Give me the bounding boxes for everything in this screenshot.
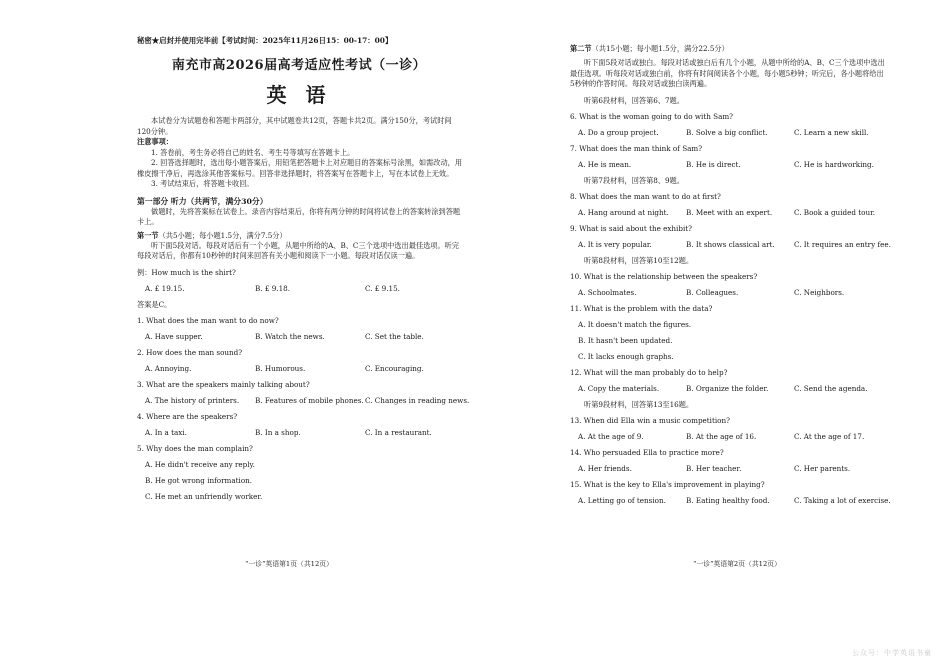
question-8: 8. What does the man want to do at first?	[570, 191, 721, 201]
option-c: C. Neighbors.	[794, 287, 845, 297]
section2-header	[570, 44, 950, 54]
watermark: 公众号：中学英语书童	[852, 649, 932, 657]
option-b: B. Solve a big conflict.	[686, 127, 768, 137]
section2-info: （共15小题；每小题1.5分，满分22.5分）	[591, 44, 729, 53]
question-4: 4. Where are the speakers?	[137, 411, 238, 421]
option-c: C. At the age of 17.	[794, 431, 865, 441]
exam-title: 南充市高2026届高考适应性考试（一诊）	[171, 58, 427, 73]
option-a: A. At the age of 9.	[578, 431, 644, 441]
question-2-options	[137, 364, 488, 374]
section1-intro: 听下面5段对话。每段对话后有一个小题，从题中所给的A、B、C三个选项中选出最佳选项。听完每段对话后，你都有10秒钟的时间来回答有关小题和阅读下一小题。每段对话仅读一遍。	[137, 240, 460, 260]
option-b: B. In a shop.	[255, 427, 301, 437]
option-b: B. Organize the folder.	[686, 383, 769, 393]
question-9: 9. What is said about the exhibit?	[570, 223, 692, 233]
question-3: 3. What are the speakers mainly talking about?	[137, 379, 310, 389]
option-c: C. Send the agenda.	[794, 383, 868, 393]
option-c: C. Book a guided tour.	[794, 207, 876, 217]
notes-title: 注意事项：	[137, 137, 173, 146]
option-a: A. Hang around at night.	[578, 207, 669, 217]
question-8-options	[570, 208, 950, 218]
question-5: 5. Why does the man complain?	[137, 443, 253, 453]
confidential-line: 秘密★启封并使用完毕前【考试时间：2025年11月26日15：00-17：00】	[137, 36, 393, 45]
option-a: A. Schoolmates.	[578, 287, 637, 297]
option-c: C. Set the table.	[365, 331, 424, 341]
option-a: A. £ 19.15.	[145, 283, 185, 293]
question-10-options	[570, 288, 950, 298]
question-1: 1. What does the man want to do now?	[137, 315, 279, 325]
option-c: C. Her parents.	[794, 463, 851, 473]
option-c: C. Encouraging.	[365, 363, 424, 373]
option-a: A. Letting go of tension.	[578, 495, 666, 505]
exam-intro: 本试卷分为试题卷和答题卡两部分，其中试题卷共12页，答题卡共2页。满分150分，考试时间120分钟。	[137, 116, 452, 136]
example-answer: 答案是C。	[137, 299, 172, 309]
option-b: B. Eating healthy food.	[686, 495, 770, 505]
section2-intro: 听下面5段对话或独白。每段对话或独白后有几个小题，从题中所给的A、B、C三个选项中选出最佳选项。听每段对话或独白前，你将有时间阅读各个小题，每小题5秒钟；听完后，各小题将给出5秒钟的作答时间。每段对话或独白读两遍。	[570, 58, 885, 88]
option-a: A. Copy the materials.	[578, 383, 660, 393]
material-8: 听第8段材料，回答第10至12题。	[584, 255, 694, 265]
option-a: A. Her friends.	[578, 463, 632, 473]
section1-info: （共5小题；每小题1.5分，满分7.5分）	[158, 230, 287, 240]
question-6-options	[570, 128, 950, 138]
question-1-options	[137, 332, 488, 342]
option-c: C. Changes in reading news.	[365, 395, 470, 405]
option-a: A. He is mean.	[578, 159, 632, 169]
note-2: 2. 回答选择题时，选出每小题答案后，用铅笔把答题卡上对应题目的答案标号涂黑，如需改动，用橡皮擦干净后，再选涂其他答案标号。回答非选择题时，将答案写在答题卡上，写在本试卷上无效。	[137, 158, 463, 178]
question-14: 14. Who persuaded Ella to practice more?	[570, 447, 724, 457]
option-c: C. He met an unfriendly worker.	[145, 491, 263, 501]
option-b: B. Features of mobile phones.	[255, 395, 364, 405]
note-3: 3. 考试结束后，将答题卡收回。	[151, 179, 254, 188]
question-13-options	[570, 432, 950, 442]
question-13: 13. When did Ella win a music competition?	[570, 415, 730, 425]
question-12: 12. What will the man probably do to help?	[570, 367, 728, 377]
question-7-options	[570, 160, 950, 170]
option-b: B. He is direct.	[686, 159, 741, 169]
page-2-footer: “一诊”英语第2页（共12页）	[693, 560, 781, 568]
section2-title: 第二节	[570, 44, 592, 53]
part1-title: 第一部分 听力（共两节，满分30分）	[137, 196, 268, 206]
question-6: 6. What is the woman going to do with Sam?	[570, 111, 734, 121]
option-a: A. It doesn't match the figures.	[578, 319, 692, 329]
option-a: A. In a taxi.	[145, 427, 187, 437]
question-15-options	[570, 496, 950, 506]
part1-intro: 做题时，先将答案标在试卷上。录音内容结束后，你将有两分钟的时间将试卷上的答案转涂到答题卡上。	[137, 206, 461, 226]
note-1: 1. 答卷前，考生务必将自己的姓名、考生号等填写在答题卡上。	[151, 147, 355, 157]
option-b: B. Meet with an expert.	[686, 207, 773, 217]
option-a: A. He didn't receive any reply.	[145, 459, 255, 469]
option-c: C. It requires an entry fee.	[794, 239, 891, 249]
option-b: B. Watch the news.	[255, 331, 325, 341]
option-c: C. £ 9.15.	[365, 283, 400, 293]
option-c: C. Learn a new skill.	[794, 127, 869, 137]
option-a: A. Do a group project.	[578, 127, 659, 137]
option-b: B. Her teacher.	[686, 463, 742, 473]
material-6: 听第6段材料，回答第6、7题。	[584, 95, 684, 105]
option-a: A. It is very popular.	[578, 239, 652, 249]
section1-title: 第一节	[137, 230, 159, 240]
example-question: 例：How much is the shirt?	[137, 267, 236, 277]
material-7: 听第7段材料，回答第8、9题。	[584, 175, 684, 185]
question-4-options	[137, 428, 488, 438]
option-b: B. At the age of 16.	[686, 431, 757, 441]
question-2: 2. How does the man sound?	[137, 347, 243, 357]
question-10: 10. What is the relationship between the speakers?	[570, 271, 758, 281]
question-11: 11. What is the problem with the data?	[570, 303, 713, 313]
page-1-footer: “一诊”英语第1页（共12页）	[245, 560, 333, 568]
option-b: B. He got wrong information.	[145, 475, 253, 485]
option-c: C. It lacks enough graphs.	[578, 351, 674, 361]
option-a: A. Annoying.	[145, 363, 192, 373]
option-a: A. Have supper.	[145, 331, 203, 341]
section1-header	[137, 231, 488, 241]
question-7: 7. What does the man think of Sam?	[570, 143, 703, 153]
option-b: B. It hasn't been updated.	[578, 335, 673, 345]
option-c: C. In a restaurant.	[365, 427, 432, 437]
option-c: C. Taking a lot of exercise.	[794, 495, 891, 505]
option-b: B. Colleagues.	[686, 287, 739, 297]
page-2	[488, 0, 950, 672]
question-12-options	[570, 384, 950, 394]
option-c: C. He is hardworking.	[794, 159, 874, 169]
question-3-options	[137, 396, 488, 406]
example-options	[137, 284, 488, 294]
option-a: A. The history of printers.	[145, 395, 240, 405]
question-14-options	[570, 464, 950, 474]
material-9: 听第9段材料，回答第13至16题。	[584, 399, 694, 409]
option-b: B. Humorous.	[255, 363, 306, 373]
subject-title: 英 语	[266, 83, 332, 107]
option-b: B. £ 9.18.	[255, 283, 290, 293]
question-15: 15. What is the key to Ella's improvement in playing?	[570, 479, 765, 489]
option-b: B. It shows classical art.	[686, 239, 775, 249]
question-9-options	[570, 240, 950, 250]
